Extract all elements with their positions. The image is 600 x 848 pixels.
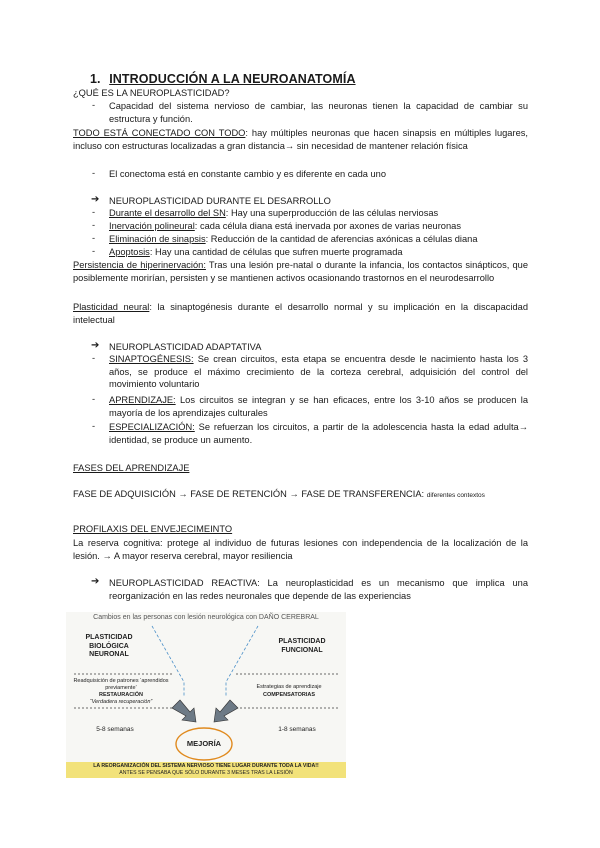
- conectoma-item: El conectoma está en constante cambio y es diferente en cada uno: [109, 169, 387, 179]
- fases-line: FASE DE ADQUISICIÓN → FASE DE RETENCIÓN → FASE DE TRANSFERENCIA: diferentes contextos: [73, 489, 485, 499]
- desarrollo-item: Eliminación de sinapsis: Reducción de la cantidad de aferencias axónicas a células diana: [109, 234, 478, 244]
- definition-item: Capacidad del sistema nervioso de cambiar, las neuronas tienen la capacidad de cambiar su estructura y función.: [109, 101, 528, 124]
- dash-bullet: -: [92, 168, 96, 178]
- section-heading: [90, 72, 356, 86]
- desarrollo-item: Durante el desarrollo del SN: Hay una superproducción de las células nerviosas: [109, 208, 439, 218]
- fases-title: FASES DEL APRENDIZAJE: [73, 463, 190, 473]
- damage-diagram-figure: [66, 612, 346, 778]
- left-sub-2: RESTAURACIÓN: [99, 692, 143, 698]
- dash-bullet: -: [92, 421, 96, 431]
- profilaxis-text: La reserva cognitiva: protege al individuo de futuras lesiones con independencia de la localización de la lesión. → A mayor reserva cerebral, mayor resiliencia: [73, 538, 528, 561]
- todo-label: TODO ESTÁ CONECTADO CON TODO: [73, 128, 246, 138]
- center-label: MEJORÍA: [186, 739, 222, 748]
- todo-text: : hay múltiples neuronas que hacen sinapsis en múltiples lugares, incluso con estructuras localizadas a gran distancia→ sin necesidad de mantener relación física: [73, 128, 528, 151]
- figure-caption: Cambios en las personas con lesión neurológica con DAÑO CEREBRAL: [93, 614, 319, 621]
- persistencia-paragraph: Persistencia de hiperinervación: Tras una lesión pre-natal o durante la infancia, los contactos sinápticos, que posiblemente morirían, persisten y se mantienen activos ocasionando trastornos en el neurodesarrollo: [73, 260, 529, 283]
- desarrollo-item: Apoptosis: Hay una cantidad de células que sufren muerte programada: [109, 247, 403, 257]
- section-number: 1.: [90, 72, 101, 86]
- dash-bullet: -: [92, 353, 96, 363]
- adaptativa-item: APRENDIZAJE: Los circuitos se integran y se han eficaces, entre los 3-10 años se producen la mayoría de los aprendizajes culturales: [109, 395, 528, 418]
- right-title: PLASTICIDAD FUNCIONAL: [278, 638, 326, 654]
- right-sub-2: COMPENSATORIAS: [262, 692, 316, 698]
- desarrollo-title: NEUROPLASTICIDAD DURANTE EL DESARROLLO: [109, 196, 331, 206]
- desarrollo-item: Inervación polineural: cada célula diana está inervada por axones de varias neuronas: [109, 221, 461, 231]
- reactiva-paragraph: NEUROPLASTICIDAD REACTIVA: La neuroplasticidad es un mecanismo que implica una reorganización en las redes neuronales que depende de las experiencias: [109, 578, 528, 601]
- section-title: INTRODUCCIÓN A LA NEUROANATOMÍA: [109, 72, 356, 86]
- dash-bullet: -: [92, 246, 96, 256]
- todo-paragraph: [73, 127, 528, 152]
- dash-bullet: -: [92, 220, 96, 230]
- adaptativa-title: NEUROPLASTICIDAD ADAPTATIVA: [109, 342, 262, 352]
- arrow-bullet-icon: ➔: [91, 576, 100, 587]
- figure-footer-1: LA REORGANIZACIÓN DEL SISTEMA NERVIOSO TIENE LUGAR DURANTE TODA LA VIDA!!: [93, 763, 319, 769]
- left-weeks: 5-8 semanas: [96, 726, 134, 733]
- right-sub-1: Estrategias de aprendizaje: [256, 684, 322, 690]
- left-sub-3: “Verdadera recuperación”: [89, 699, 153, 705]
- figure-footer-2: ANTES SE PENSABA QUE SÓLO DURANTE 3 MESES TRAS LA LESIÓN: [119, 770, 293, 776]
- dash-bullet: -: [92, 233, 96, 243]
- right-weeks: 1-8 semanas: [278, 726, 316, 733]
- dash-bullet: -: [92, 207, 96, 217]
- arrow-bullet-icon: ➔: [91, 194, 100, 205]
- dash-bullet: -: [92, 100, 96, 110]
- left-title: PLASTICIDAD BIOLÓGICA NEURONAL: [85, 634, 133, 658]
- adaptativa-item: SINAPTOGÉNESIS: Se crean circuitos, esta etapa se encuentra desde le nacimiento hasta los 3 años, se produce el máximo crecimiento de la corteza cerebral, adquisición del control del movimiento voluntario: [109, 354, 528, 389]
- profilaxis-title: PROFILAXIS DEL ENVEJECIMEINTO: [73, 524, 233, 534]
- left-sub-1: Readquisición de patrones ‘aprendidos previamente’: [73, 678, 169, 691]
- adaptativa-item: ESPECIALIZACIÓN: Se refuerzan los circuitos, a partir de la adolescencia hasta la edad adulta→ identidad, se produce un aumento.: [109, 422, 528, 445]
- dash-bullet: -: [92, 394, 96, 404]
- plasticidad-neural-paragraph: Plasticidad neural: la sinaptogénesis durante el desarrollo normal y su implicación en la discapacidad intelectual: [73, 302, 528, 325]
- arrow-bullet-icon: ➔: [91, 340, 100, 351]
- question-line: ¿QUÉ ES LA NEUROPLASTICIDAD?: [73, 88, 230, 98]
